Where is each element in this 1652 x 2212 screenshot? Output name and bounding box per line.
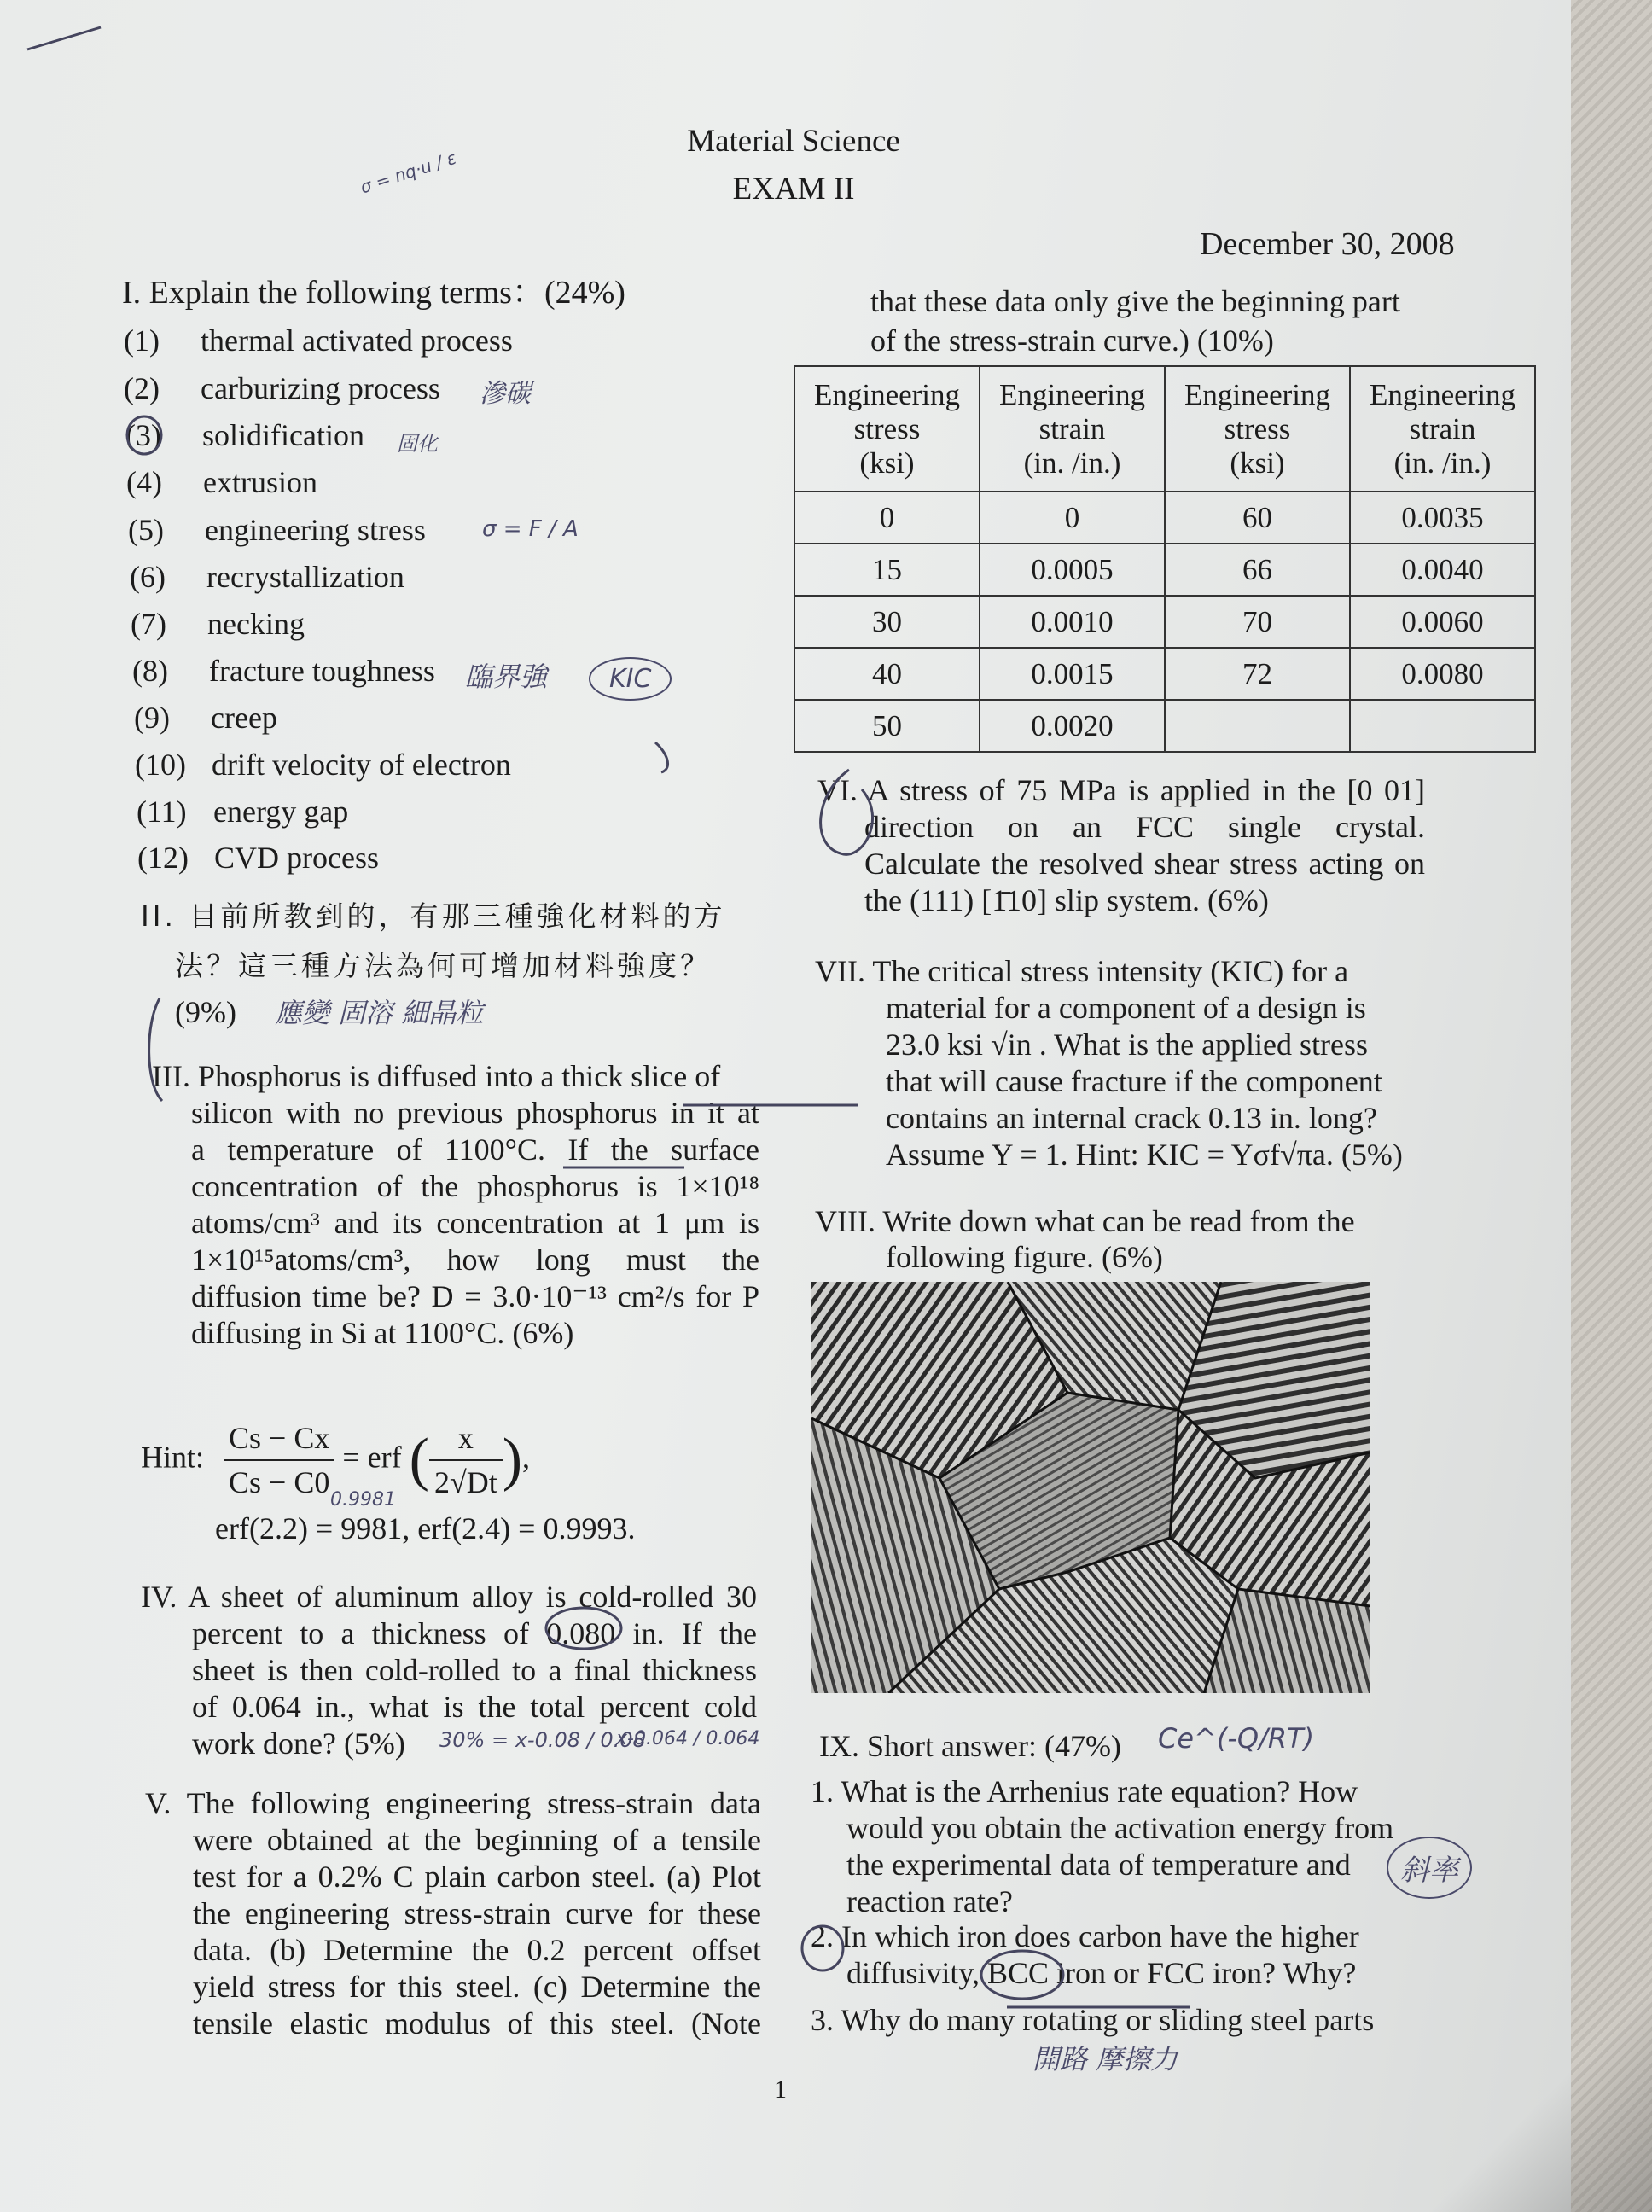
handwritten-note: 臨界強 — [465, 661, 548, 693]
handwritten-note: 開路 摩擦力 — [1032, 2043, 1178, 2075]
exam-date: December 30, 2008 — [1200, 226, 1455, 262]
header-cell: Engineering stress (ksi) — [1165, 366, 1350, 492]
section9-q3: 3. Why do many rotating or sliding steel parts — [811, 2003, 1375, 2037]
hint-fraction: $\frac{Cs - Cx}{Cs - C0}$ — [224, 1417, 334, 1504]
table-cell: 66 — [1165, 544, 1350, 596]
list-item: (7) necking — [131, 607, 305, 641]
table-cell: 0.0015 — [980, 648, 1165, 700]
diffusion-hint: Hint: $\frac{Cs - Cx}{Cs - C0}$ = erf ( $\frac{x}{2√Dt}$ ), — [141, 1417, 530, 1504]
table-cell: 0.0040 — [1350, 544, 1535, 596]
section9-heading: IX. Short answer: (47%) — [819, 1729, 1121, 1763]
exam-title: EXAM II — [732, 172, 855, 207]
list-item: (2) carburizing process — [124, 371, 440, 405]
handwritten-note: Ce^(-Q/RT) — [1158, 1722, 1315, 1755]
table-cell: 0.0005 — [980, 544, 1165, 596]
list-item: (3) solidification — [125, 418, 364, 452]
handwritten-note: 固化 — [397, 432, 438, 456]
list-item: (1) thermal activated process — [124, 323, 513, 358]
table-cell: 0 — [794, 492, 980, 544]
table-cell: 0.0060 — [1350, 596, 1535, 648]
handwritten-note: 30% = x-0.08 / 0.08 — [439, 1728, 646, 1752]
section8-line1: VIII. Write down what can be read from the — [815, 1204, 1355, 1238]
table-cell: 40 — [794, 648, 980, 700]
handwritten-note: σ = F / A — [482, 516, 579, 542]
handwritten-note: 滲碳 — [480, 379, 531, 409]
section2-line2: 法？這三種方法為何可增加材料強度？ — [175, 949, 712, 982]
handwritten-note: KIC — [589, 657, 672, 701]
list-item: (4) extrusion — [126, 465, 317, 499]
page-number: 1 — [774, 2075, 787, 2104]
list-item: (9) creep — [134, 701, 277, 735]
section5-cont-2: of the stress-strain curve.) (10%) — [870, 323, 1274, 358]
table-cell: 0.0080 — [1350, 648, 1535, 700]
table-cell: 15 — [794, 544, 980, 596]
section9-q1: 1. What is the Arrhenius rate equation? How would you obtain the activation energy from the experimental data of temperature and reaction rate? — [811, 1774, 1394, 1918]
section9-q2: 2. In which iron does carbon have the higher diffusivity, BCC iron or FCC iron? Why? — [811, 1919, 1359, 1990]
list-item: (5) engineering stress — [128, 513, 426, 547]
list-item: (8) fracture toughness — [132, 654, 435, 688]
list-item: (6) recrystallization — [130, 560, 404, 594]
table-cell: 0.0020 — [980, 700, 1165, 752]
table-cell: 72 — [1165, 648, 1350, 700]
header-cell: Engineering stress (ksi) — [794, 366, 980, 492]
table-cell: 0.0035 — [1350, 492, 1535, 544]
table-cell: 50 — [794, 700, 980, 752]
table-cell: 0 — [980, 492, 1165, 544]
list-item: (10) drift velocity of electron — [135, 748, 511, 782]
erf-values: erf(2.2) = 9981, erf(2.4) = 0.9993. — [215, 1511, 636, 1545]
table-cell: 70 — [1165, 596, 1350, 648]
handwritten-note: 應變 固溶 細晶粒 — [275, 997, 484, 1029]
course-title: Material Science — [687, 124, 900, 159]
section3-text: III. Phosphorus is diffused into a thick slice of silicon with no previous phosphorus in it at a temperature of 1100°C. If the surface concentration of the phosphorus is 1×10¹⁸ atoms/cm³ and its concentration at 1 μm is 1×10¹⁵atoms/cm³, how long must the diffusion time be? D = 3.0·10⁻¹³ cm²/s for P diffusing in Si at 1100°C. (6%) — [152, 1059, 759, 1350]
section8-line2: following figure. (6%) — [886, 1240, 1163, 1274]
list-item: (12) CVD process — [137, 841, 379, 875]
hint-erf-arg: $\frac{x}{2√Dt}$ — [429, 1417, 503, 1504]
section2-points: (9%) — [175, 995, 236, 1029]
section6-text: VI. A stress of 75 MPa is applied in the [0 01] direction on an FCC single crystal. Calculate the resolved shear stress acting on the (111) [1̄10] slip system. (6%) — [817, 773, 1425, 917]
table-cell: 30 — [794, 596, 980, 648]
table-cell: 60 — [1165, 492, 1350, 544]
handwritten-note: σ = nq·u / ε — [358, 147, 459, 198]
handwritten-note: x-0.064 / 0.064 — [616, 1728, 760, 1749]
section4-text: IV. A sheet of aluminum alloy is cold-rolled 30 percent to a thickness of 0.080 in. If the sheet is then cold-rolled to a final thickness of 0.064 in., what is the total percent cold work done? (5%) — [141, 1580, 757, 1761]
hint-label: Hint: — [141, 1440, 205, 1475]
handwritten-note: 0.9981 — [330, 1489, 396, 1511]
handwritten-note: 斜率 — [1387, 1837, 1472, 1899]
table-cell: 0.0010 — [980, 596, 1165, 648]
header-cell: Engineering strain (in. /in.) — [1350, 366, 1535, 492]
hint-erf: = erf — [342, 1440, 402, 1475]
section5-cont-1: that these data only give the beginning part — [870, 284, 1400, 318]
section7-text: VII. The critical stress intensity (KIC) for a material for a component of a design is 23.0 ksi √in . What is the applied stress that will cause fracture if the component contains an internal crack 0.13 in. long? Assume Y = 1. Hint: KIC = Yσf√πa. (5%) — [815, 954, 1403, 1172]
section2-line1: II. 目前所教到的，有那三種強化材料的方 — [141, 899, 726, 933]
header-cell: Engineering strain (in. /in.) — [980, 366, 1165, 492]
section5-text: V. The following engineering stress-strain data were obtained at the beginning of a tensile test for a 0.2% C plain carbon steel. (a) Plot the engineering stress-strain curve for these data. (b) Determine the 0.2 percent offset yield stress for this steel. (c) Determine the tensile elastic modulus of this steel. (Note — [145, 1786, 761, 2040]
section1-heading: I. Explain the following terms：(24%) — [122, 275, 625, 311]
list-item: (11) energy gap — [137, 795, 349, 829]
